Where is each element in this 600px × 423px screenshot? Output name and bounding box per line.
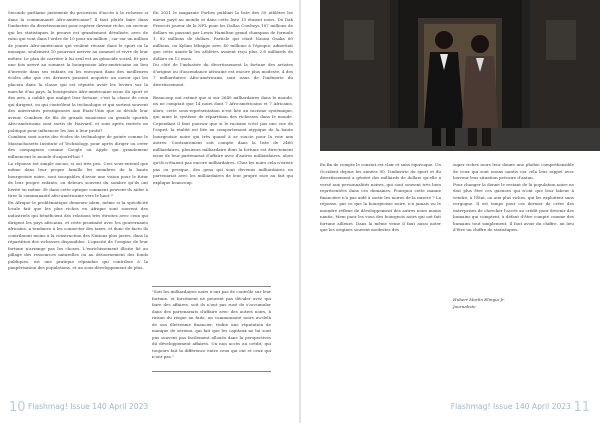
paragraph: En Afrique le problématique demeure idem, même si la spécificité locale fait que les plus riches en Afrique sont souvent des industriels qui bénéficient des relations très étroites avec ceux qui dirigent les pays africains, et cette proximité avec les gouvernants africains, a tendance à les connecter des taxes, et donc de facto ils contribuent moins à la construction des Nations plus justes, dans la répartition des richesses disponibles. L'opacité de l'origine de leur fortune n'arrange pas les choses. L'enrichissement illicite lié au pillage des ressources naturelles ou au détournement des fonds publiques, est une pratique répandue qui contribue à la paupérisation des populations, et un sous-développement de plus.: [8, 199, 148, 271]
page-number: 11: [573, 400, 590, 415]
paragraph: Secondo parliamo justement du processus d'accès à la richesse si dans la communauté Afro-américaine? Il faut plutôt faire dans l'industrie du divertissement pour espérer devenir riche, un secteur qui les statistiques le prouve est grandement dévalisée, avec de ratio qui vont dans l'ordre de 10 pour un million ; car sur un million de jeunes Afro-américains qui veulent réussir dans le sport ou la musique, seulement 10 pourront arriver au sommet et vivre de leur métier. Le plan de carrière à lui seul est un génocide social. Et pire une fois arrivé au sommet la bourgeoisie Afro-américaine au lieu d'investir dans ses enfants en les envoyant dans des meilleures écoles afin que ces derniers pussent acquérir un savoir qui les placera dans la classe qui est réputée avoir les leviers sur la marche d'un pays, la bourgeoisie Afro-américaine issue du sport et des arts, a oublié que malgré leur fortune, c'est la classe de ceux qui dirigent, ou qui contrôlent la technologie et qui sortent souvent des universités prestigieuses aux États-Unis que se décide leur avenir. Combien de fils de grands musiciens ou grands sportifs Afro-américains sont sortis de Harvard, et sont après rentrés en politique pour influencer les lois à leur profit?: [8, 10, 148, 133]
paragraph: En 2021 le magazine Forbes publiait la liste des 50 athlètes les mieux payé au monde et dans cette liste 13 étaient noirs. De Dak Prescott joueur de la NFL pour les Dallas Cowboys 107 millions de dollars en passant par Lewis Hamilton grand champion de formule 1, 82 millions de dollars. Particle qui citait Naomi Osaka 60 millions, ou Kylian Mbappe avec 40 millions à l'époque, admettait que cette année-là les athlètes avaient reçu plus 2.8 milliards de dollars en 12 mois.: [153, 10, 293, 61]
pull-quote-rule-bottom: [152, 371, 271, 372]
paragraph: Combien sont sortis des écoles de technologie de pointe comme le Massachusetts Institute of Technology, pour après diriger ou créer des compagnies comme Google ou Apple qui grandement influencent le monde d'aujourd'hui ?: [8, 134, 148, 160]
right-column-1: [320, 162, 441, 234]
pull-quote: "Soit les milliardaires noirs n'ont pas de contrôle sur leur fortune, et forcément ne peuvent pas décider avec qui faire des affaires, soit ils n'ont pas rusé de s'accumuler dans des partenariats d'affaire avec des autres noirs, à raison du risque au faits, un communauté noire au-delà de son illettrisme financier, traîne une réputation de manque de sérieux, qui fait que les capitaux ne lui sont pas souvent pas facilement alloués dans la perspectives du développement affaires. Un non accès au crédit, qui toujours fait la différence entre ceux qui ont et ceux qui n'ont pas.": [152, 289, 271, 360]
paragraph: Du côté de l'industrie du divertissement la fortune des artistes d'origine ou d'ascendance africaine est encore plus modeste, 4 des 7 milliardaires Afro-américains sont issus de l'industrie du divertissement.: [153, 62, 293, 88]
left-column-2: [153, 10, 293, 186]
right-footer: [451, 400, 590, 415]
paragraph: En fin de compte le constat est clair et sans équivoque. Un Occident depuis les années 90, l'industrie du sport et du divertissement a généré des milliards de dollars qu'elle a versé aux personnalités noires, qui sont souvent très bien représentées dans ces domaines. Pourquoi cette manne financière n'a pas aidé à sortir les noires de la misère ? La réponse, par ce que la bourgeoisie noire, n'a jamais eu le moindre réflexe de développement des autres noirs moins nantis. Mem pour les vous des bourgeois noirs qui ont fait fortune ailleurs. Dans la même veine il faut aussi noter que les origines souvent modestes des: [320, 162, 441, 233]
left-footer: [9, 400, 148, 415]
page-number: 10: [9, 400, 26, 415]
paragraph: Pour changer la donne le restant de la population noire ne doit plus être ces gueuses qui n'ont que leur labeur à vendre, à l'État, ou aux plus riches, qui les exploitent sans vergogne. Il est temps pour ces dernier de créer des entreprises de chercher l'accès au crédit pour devenir des humains qui comptent, à défaut d'être compté comme des humains tout simplement. Il faut avoir du chiffre, au lieu d'être un chiffre de statistiques.: [453, 181, 574, 233]
paragraph: La réponse est simple aucun, si oui très peu. Ceci sous-entend que même dans leur propre famille les membres de la haute bourgeoisie noire, sont incapables d'avoir une vision pour le futur de leur propre enfants, ou deleurs souvent du sombre qu'ils ont hérité en même. Et dans cette optique comment peuvent-ils aider à tirer la communauté afro-américaine vers le haut ?: [8, 160, 148, 199]
left-column-1: [8, 10, 148, 272]
left-page: [0, 0, 299, 423]
paragraph: Beaucoup ont estimé que si sur 2640 milliardaires dans le monde, on ne comptait que 14 noirs dont 7 Afro-américains et 7 Africains, alors, cette sous-représentation n'est liée au racisme systémique, qui mine le système de répartition des richesses dans le monde. Cependant il faut pouvoir que si le racisme n'est pas une vue de l'esprit, la réalité est liée au comportement atypique de la haute bourgeoisie noire qui très quand à se soucie pour la voie aux autres. Contrairement soit compte dans la liste de 2460 milliardaires, plusieurs milliardaire dont la fortune est directement issue de leur partenariat d'affaire avec d'autres milliardaires, alors qu'ils n'étaient pas encore milliardaires. Chez les noirs cela n'existe pas ou presque, des gens qui sont devenus milliardaires en partenariat avec les milliardaires de leur propre race au fait qui explique beaucoup.: [153, 94, 293, 185]
right-page: [301, 0, 600, 423]
author-role: Journaliste: [453, 303, 476, 309]
author-name: Hubert Marlin Elingui Jr.: [453, 297, 505, 302]
right-column-2: [453, 162, 574, 234]
issue-label: Flashmag! Issue 140 April 2023: [27, 402, 149, 411]
issue-label: Flashmag! Issue 140 April 2023: [450, 402, 572, 411]
feature-photo: [320, 0, 600, 151]
paragraph: super riches noirs leur donne une phobie compréhensible de ceux qui sont moins nantis car cela leur rappel avec horreur leur situation précaire d'antan.: [453, 162, 574, 181]
photo-illustration: [320, 0, 600, 151]
author-signature: [453, 297, 574, 310]
pull-quote-rule-top: [152, 286, 271, 287]
